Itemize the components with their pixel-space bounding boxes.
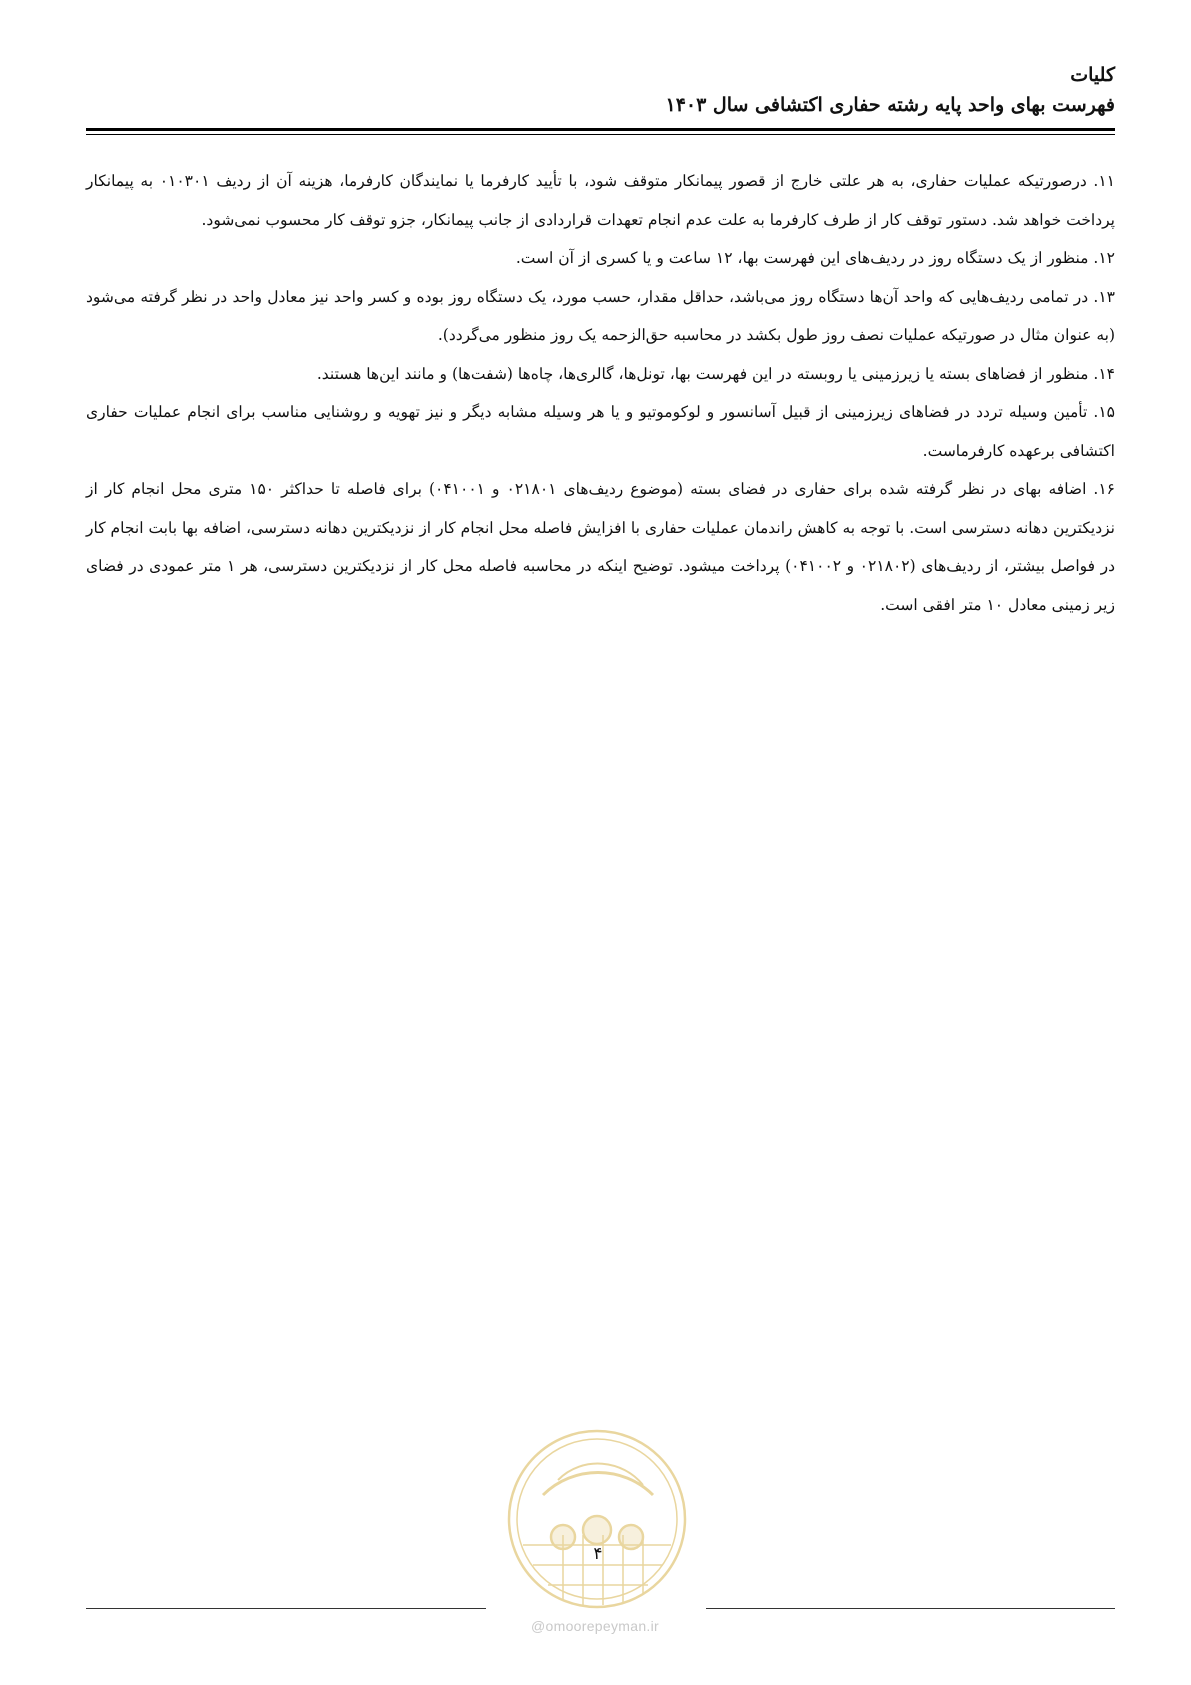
page-header <box>86 60 1115 120</box>
header-divider-thin <box>86 134 1115 135</box>
footer-divider-left <box>86 1608 486 1609</box>
clause-15: ۱۵. تأمین وسیله تردد در فضاهای زیرزمینی از قبیل آسانسور و لوکوموتیو و یا هر وسیله مشابه دیگر و نیز تهویه و روشنایی مناسب برای انجام عملیات حفاری اکتشافی برعهده کارفرماست. <box>86 403 1115 460</box>
header-divider-thick <box>86 128 1115 131</box>
footer-divider-right <box>706 1608 1115 1609</box>
clause-12: ۱۲. منظور از یک دستگاه روز در ردیف‌های این فهرست بها، ۱۲ ساعت و یا کسری از آن است. <box>515 249 1115 267</box>
clause-14: ۱۴. منظور از فضاهای بسته یا زیرزمینی یا روبسته در این فهرست بها، تونل‌ها، گالری‌ها، چاه‌ها (شفت‌ها) و مانند این‌ها هستند. <box>316 364 1115 383</box>
clause-13: ۱۳. در تمامی ردیف‌هایی که واحد آن‌ها دستگاه روز می‌باشد، حداقل مقدار، حسب مورد، یک دستگاه روز بوده و کسر واحد نیز معادل واحد در نظر گرفته می‌شود (به عنوان مثال در صورتیکه عملیات نصف روز طول بکشد در محاسبه حق‌الزحمه یک روز منظور می‌گردد). <box>86 287 1115 344</box>
clause-11: ۱۱. درصورتیکه عملیات حفاری، به هر علتی خارج از قصور پیمانکار متوقف شود، با تأیید کارفرما یا نمایندگان کارفرما، هزینه آن از ردیف ۰۱۰۳۰۱ به پیمانکار پرداخت خواهد شد. دستور توقف کار از طرف کارفرما به علت عدم انجام تعهدات قراردادی از جانب پیمانکار، جزو توقف کار محسوب نمی‌شود. <box>86 172 1115 229</box>
clause-16: ۱۶. اضافه بهای در نظر گرفته شده برای حفاری در فضای بسته (موضوع ردیف‌های ۰۲۱۸۰۱ و ۰۴۱۰۰۱) برای فاصله تا حداکثر ۱۵۰ متری محل انجام کار از نزدیکترین دهانه دسترسی است. با توجه به کاهش راندمان عملیات حفاری با افزایش فاصله محل انجام کار از نزدیکترین دهانه دسترسی، اضافه بها بابت انجام کار در فواصل بیشتر، از ردیف‌های (۰۲۱۸۰۲ و ۰۴۱۰۰۲) پرداخت میشود. توضیح اینکه در محاسبه فاصله محل کار از نزدیکترین دسترسی، هر ۱ متر عمودی در فضای زیر زمینی معادل ۱۰ متر افقی است. <box>86 480 1116 614</box>
document-title: فهرست بهای واحد پایه رشته حفاری اکتشافی سال ۱۴۰۳ <box>665 94 1115 116</box>
watermark-seal-icon <box>503 1425 691 1613</box>
watermark-url: @omoorepeyman.ir <box>531 1618 659 1634</box>
body-text <box>86 162 1115 624</box>
page-number: ۴ <box>593 1544 603 1564</box>
section-title: کلیات <box>1070 64 1115 86</box>
